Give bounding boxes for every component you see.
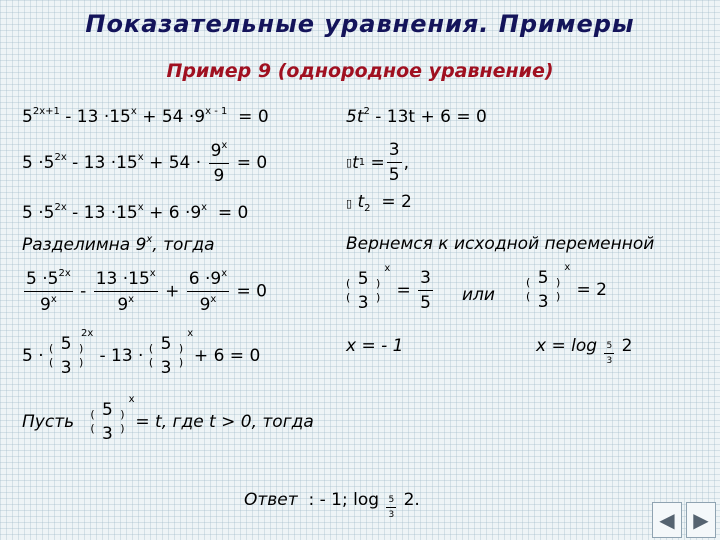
next-arrow-icon: ▶ [693,508,709,532]
equation-3: $5 \cdot 5^{2x} - 13 \cdot 15^x + 6 \cdot 9^x = 0$ [22,202,249,223]
prev-arrow-icon: ◀ [659,508,675,532]
fraction: $\frac{9^x}{9}$ [210,140,228,186]
solution-b: x = log $\frac{5}{3}$ 2 [536,336,633,366]
example-subtitle: Пример 9 (однородное уравнение) [166,60,554,82]
divide-note: Разделимна 9$^x$, тогда [22,234,215,255]
substitution: Пусть ( ( 5 3 ) ) x = t, где t > 0, тогда [22,394,314,444]
previous-slide-button[interactable] [652,502,682,538]
equation-a: ( ( 5 3 ) ) x = $\frac{3}{5}$ [346,262,431,313]
page-title: Показательные уравнения. Примеры [85,10,635,38]
solution-a: x = - 1 [346,336,404,356]
next-slide-button[interactable] [686,502,716,538]
return-note: Вернемся к исходной переменной [346,234,655,254]
quadratic-equation: $5t^2 - 13t + 6 = 0$ [346,106,487,127]
roots: ▯ t 1 = $\frac{3}{5}$ , ▯ $t_2 = 2$ [346,140,412,214]
equation-b: ( ( 5 3 ) ) x = 2 [526,262,607,312]
equation-2: $5 \cdot 5^{2x} - 13 \cdot 15^x + 54$ · $\frac{9^x}{9}$ = 0 [22,140,268,186]
equation-5: 5 · ( ( 5 3 ) ) 2x - 13 · ( ( 5 3 ) ) x + 6 = 0 [22,328,261,378]
or-word: или [462,285,495,305]
equation-1: $5^{2x+1} - 13 \cdot 15^x + 54 \cdot 9^{x - 1} = 0$ [22,106,269,127]
answer: Ответ : - 1; log $\frac{5}{3}$ 2. [244,490,420,520]
equation-4: $\frac{5 \cdot 5^{2x}}{9^x}$ - $\frac{13 \cdot 15^x}{9^x}$ + $\frac{6 \cdot 9^x}{9^x}$ = 0 [26,268,267,315]
